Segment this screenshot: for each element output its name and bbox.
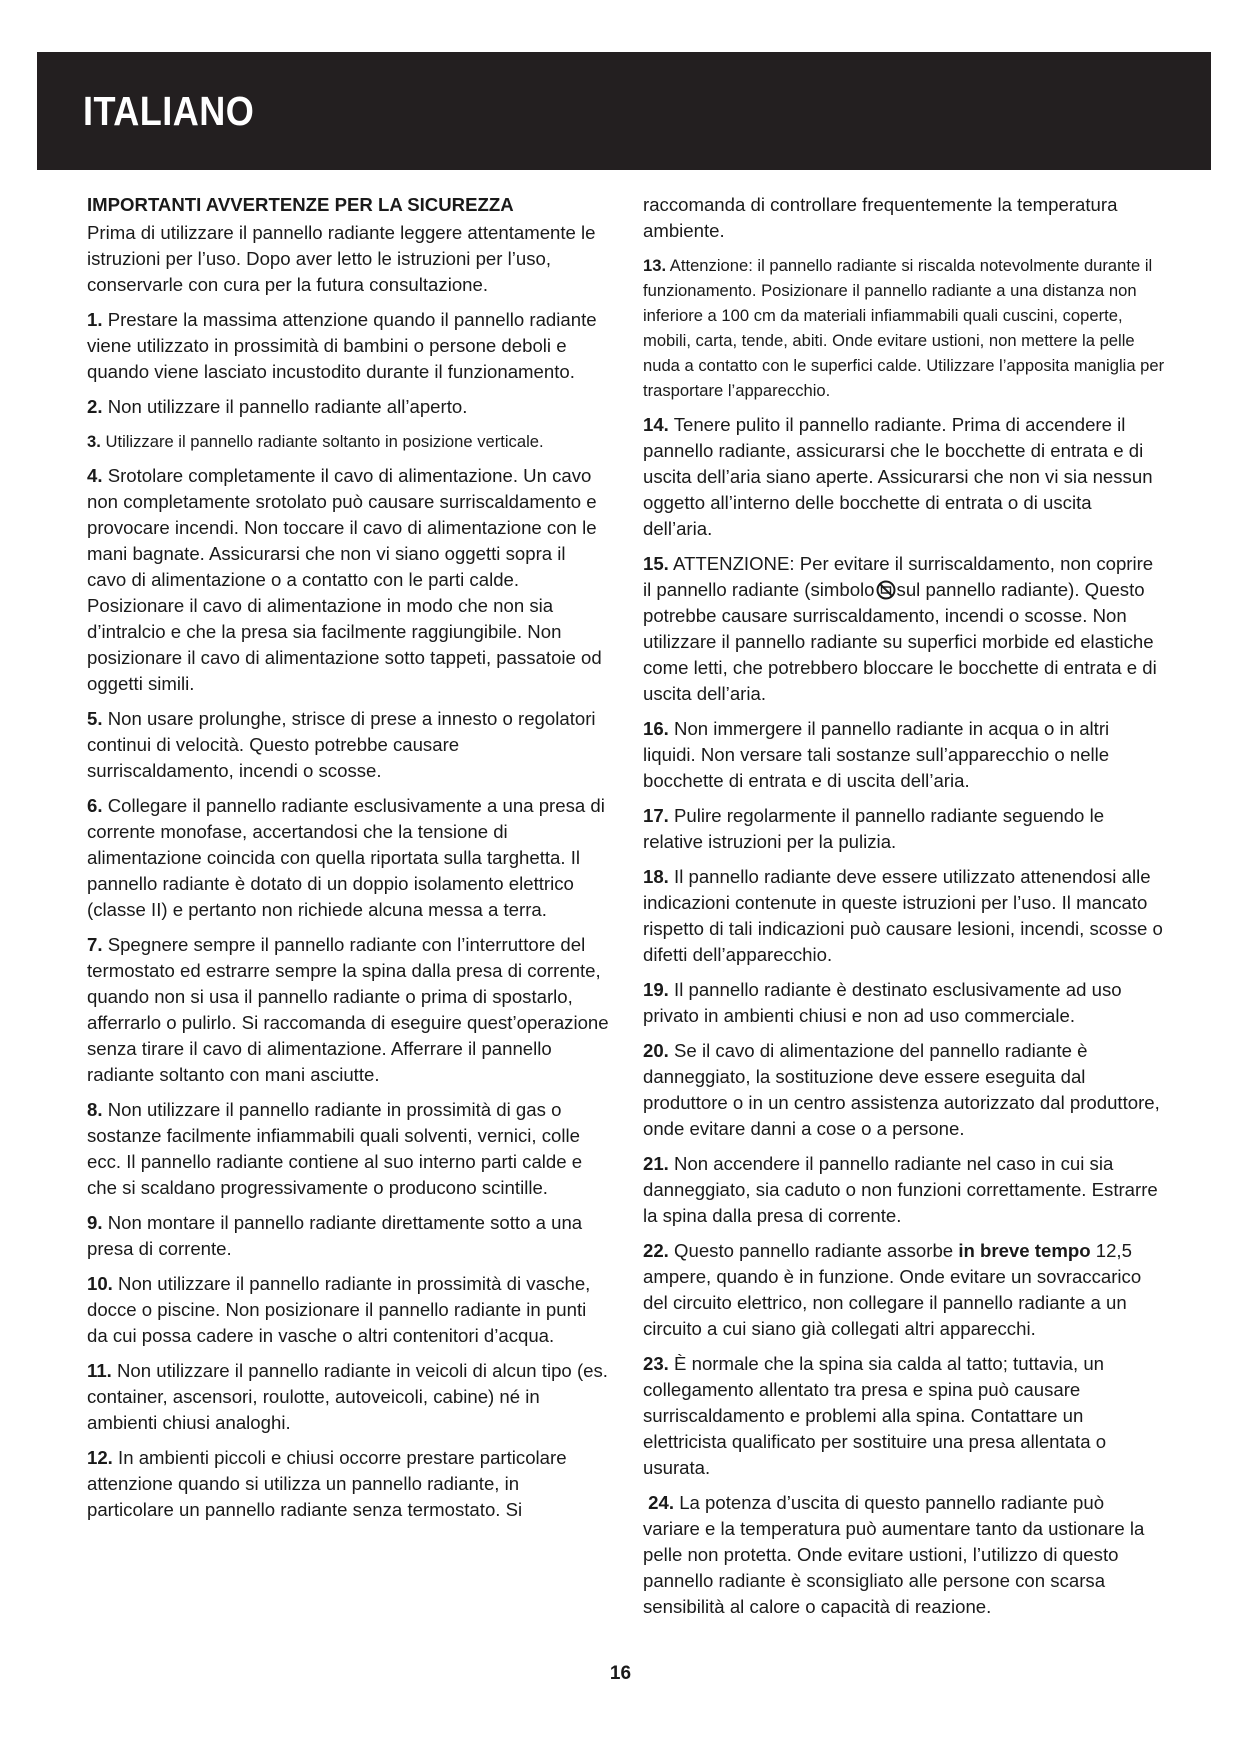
item-number: 9. — [87, 1212, 103, 1233]
item-number: 5. — [87, 708, 103, 729]
safety-item — [87, 429, 609, 454]
item-number: 14. — [643, 414, 669, 435]
safety-item — [643, 551, 1165, 707]
item-text: Il pannello radiante deve essere utilizzato attenendosi alle indicazioni contenute in queste istruzioni per l’uso. Il mancato rispetto di tali indicazioni può causare lesioni, incendi, scosse o difetti dell’apparecchio. — [643, 866, 1163, 965]
safety-item — [643, 803, 1165, 855]
safety-item — [643, 977, 1165, 1029]
safety-item — [87, 932, 609, 1088]
item-text: Non utilizzare il pannello radiante in veicoli di alcun tipo (es. container, ascensori, roulotte, autoveicoli, cabine) né in ambienti chiusi analoghi. — [87, 1360, 608, 1433]
item-number: 10. — [87, 1273, 113, 1294]
header-bar — [37, 52, 1211, 170]
item-text: Tenere pulito il pannello radiante. Prima di accendere il pannello radiante, assicurarsi che le bocchette di entrata e di uscita dell’aria siano aperte. Assicurarsi che non vi sia nessun oggetto all’interno delle bocchette di entrata o di uscita dell’aria. — [643, 414, 1153, 539]
safety-item — [87, 706, 609, 784]
item-number: 2. — [87, 396, 103, 417]
item-text: Se il cavo di alimentazione del pannello radiante è danneggiato, la sostituzione deve essere eseguita dal produttore o in un centro assistenza autorizzato dal produttore, onde evitare danni a cose o a persone. — [643, 1040, 1160, 1139]
item-text-before-bold: Questo pannello radiante assorbe — [674, 1240, 954, 1261]
item-text: Non montare il pannello radiante direttamente sotto a una presa di corrente. — [87, 1212, 583, 1259]
item-number: 20. — [643, 1040, 669, 1061]
item-number: 11. — [87, 1360, 112, 1381]
safety-item — [87, 463, 609, 697]
item-text: La potenza d’uscita di questo pannello radiante può variare e la temperatura può aumentare tanto da ustionare la pelle non protetta. Onde evitare ustioni, l’utilizzo di questo pannello radiante è sconsigliato alle persone con scarsa sensibilità al calore o capacità di reazione. — [643, 1492, 1145, 1617]
item-text: Prestare la massima attenzione quando il pannello radiante viene utilizzato in prossimità di bambini o persone deboli e quando viene lasciato incustodito durante il funzionamento. — [87, 309, 597, 382]
item-number: 17. — [643, 805, 669, 826]
safety-item — [643, 412, 1165, 542]
safety-item — [643, 1151, 1165, 1229]
item-text: Non usare prolunghe, strisce di prese a innesto o regolatori continui di velocità. Questo potrebbe causare surriscaldamento, incendi o scosse. — [87, 708, 596, 781]
item-number: 3. — [87, 432, 101, 451]
item-text-after-icon: sul pannello radiante). Questo potrebbe causare surriscaldamento, incendi o scosse. Non utilizzare il pannello radiante su superfici morbide ed elastiche come letti, che potrebbero bloccare le bocchette di entrata e di uscita dell’aria. — [643, 579, 1157, 704]
safety-item — [643, 1351, 1165, 1481]
item-number: 22. — [643, 1240, 669, 1261]
safety-item — [87, 1097, 609, 1201]
item-text: Collegare il pannello radiante esclusivamente a una presa di corrente monofase, accertandosi che la tensione di alimentazione coincida con quella riportata sulla targhetta. Il pannello radiante è dotato di un doppio isolamento elettrico (classe II) e pertanto non richiede alcuna messa a terra. — [87, 795, 605, 920]
intro-paragraph: Prima di utilizzare il pannello radiante leggere attentamente le istruzioni per l’uso. Dopo aver letto le istruzioni per l’uso, conservarle con cura per la futura consultazione. — [87, 222, 596, 295]
item-number: 8. — [87, 1099, 103, 1120]
page-number: 16 — [609, 1663, 632, 1684]
item-number: 6. — [87, 795, 103, 816]
safety-item — [643, 864, 1165, 968]
safety-item — [87, 793, 609, 923]
item-text: Spegnere sempre il pannello radiante con l’interruttore del termostato ed estrarre sempre la spina dalla presa di corrente, quando non si usa il pannello radiante o prima di spostarlo, afferrarlo o pulirlo. Si raccomanda di eseguire quest’operazione senza tirare il cavo di alimentazione. Afferrare il pannello radiante soltanto con mani asciutte. — [87, 934, 609, 1085]
item-number: 15. — [643, 553, 669, 574]
safety-item — [643, 1038, 1165, 1142]
do-not-cover-icon — [876, 580, 896, 600]
item-number: 4. — [87, 465, 103, 486]
item-bold-text: in breve tempo — [958, 1240, 1091, 1261]
item-text: Non utilizzare il pannello radiante all’aperto. — [107, 396, 468, 417]
section-heading: IMPORTANTI AVVERTENZE PER LA SICUREZZA — [87, 194, 514, 215]
safety-item — [643, 1238, 1165, 1342]
item-text: È normale che la spina sia calda al tatto; tuttavia, un collegamento allentato tra presa e spina può causare surriscaldamento e problemi alla spina. Contattare un elettricista qualificato per sostituire una presa allentata o usurata. — [643, 1353, 1107, 1478]
right-column — [643, 192, 1165, 1629]
page-title: ITALIANO — [83, 88, 255, 134]
item-text: Il pannello radiante è destinato esclusivamente ad uso privato in ambienti chiusi e non ad uso commerciale. — [643, 979, 1122, 1026]
item-text: Non utilizzare il pannello radiante in prossimità di vasche, docce o piscine. Non posizionare il pannello radiante in punti da cui possa cadere in vasche o altri contenitori d’acqua. — [87, 1273, 591, 1346]
item-number: 18. — [643, 866, 669, 887]
item-number: 13. — [643, 256, 667, 275]
item-text: Pulire regolarmente il pannello radiante seguendo le relative istruzioni per la pulizia. — [643, 805, 1105, 852]
safety-item — [643, 253, 1165, 403]
item-number: 16. — [643, 718, 669, 739]
item-number: 23. — [643, 1353, 669, 1374]
safety-item — [643, 1490, 1165, 1620]
item-text: Non immergere il pannello radiante in acqua o in altri liquidi. Non versare tali sostanze sull’apparecchio o nelle bocchette di entrata e di uscita dell’aria. — [643, 718, 1110, 791]
item-text: In ambienti piccoli e chiusi occorre prestare particolare attenzione quando si utilizza un pannello radiante, in particolare un pannello radiante senza termostato. Si — [87, 1447, 567, 1520]
safety-item — [87, 394, 609, 420]
item-text: Attenzione: il pannello radiante si riscalda notevolmente durante il funzionamento. Posizionare il pannello radiante a una distanza non inferiore a 100 cm da materiali infiammabili quali cuscini, coperte, mobili, carta, tende, abiti. Onde evitare ustioni, non mettere la pelle nuda a contatto con le superfici calde. Utilizzare l’apposita maniglia per trasportare l’apparecchio. — [643, 256, 1165, 400]
item-number: 21. — [643, 1153, 669, 1174]
safety-item — [87, 1358, 609, 1436]
item-text-before-icon: ATTENZIONE: Per evitare il surriscaldamento, non coprire il pannello radiante (simbolo — [643, 553, 1154, 600]
safety-item — [87, 1445, 609, 1523]
item-text: Utilizzare il pannello radiante soltanto in posizione verticale. — [105, 432, 544, 451]
item-text: Srotolare completamente il cavo di alimentazione. Un cavo non completamente srotolato può causare surriscaldamento e provocare incendi. Non toccare il cavo di alimentazione con le mani bagnate. Assicurarsi che non vi siano oggetti sopra il cavo di alimentazione o a contatto con le parti calde. Posizionare il cavo di alimentazione in modo che non sia d’intralcio e che la presa sia facilmente raggiungibile. Non posizionare il cavo di alimentazione sotto tappeti, passatoie od oggetti simili. — [87, 465, 602, 694]
left-column — [87, 192, 609, 1532]
safety-item — [87, 1210, 609, 1262]
safety-item — [87, 1271, 609, 1349]
item-text-after-bold: 12,5 ampere, quando è in funzione. Onde evitare un sovraccarico del circuito elettrico, non collegare il pannello radiante a un circuito a cui siano già collegati altri apparecchi. — [643, 1240, 1142, 1339]
item-number: 1. — [87, 309, 103, 330]
item-number: 19. — [643, 979, 669, 1000]
item-number: 24. — [648, 1492, 675, 1513]
safety-item-continuation: raccomanda di controllare frequentemente la temperatura ambiente. — [643, 194, 1118, 241]
item-text: Non accendere il pannello radiante nel caso in cui sia danneggiato, sia caduto o non funzioni correttamente. Estrarre la spina dalla presa di corrente. — [643, 1153, 1158, 1226]
item-number: 12. — [87, 1447, 113, 1468]
safety-item — [643, 716, 1165, 794]
safety-item — [87, 307, 609, 385]
item-number: 7. — [87, 934, 103, 955]
item-text: Non utilizzare il pannello radiante in prossimità di gas o sostanze facilmente infiammabili quali solventi, vernici, colle ecc. Il pannello radiante contiene al suo interno parti calde e che si scaldano progressivamente o producono scintille. — [87, 1099, 583, 1198]
